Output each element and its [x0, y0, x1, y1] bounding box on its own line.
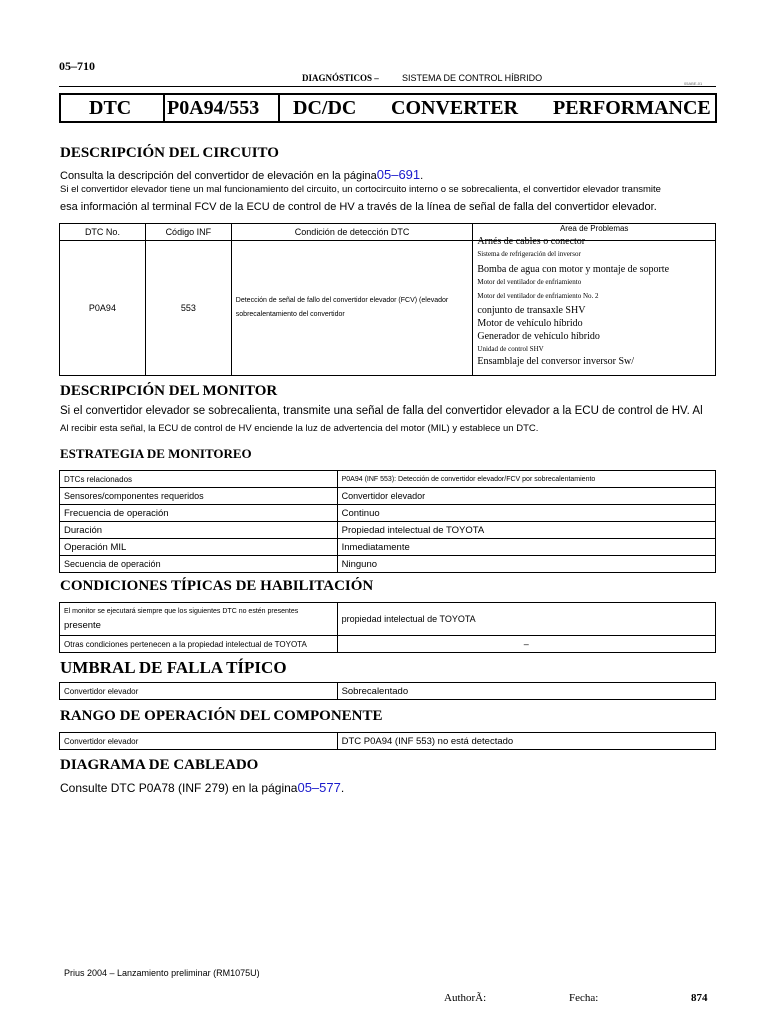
page-number: 05–710 — [59, 59, 95, 73]
table-key: Secuencia de operación — [60, 556, 338, 573]
problem-item: Ensamblaje del conversor inversor Sw/ — [477, 356, 635, 367]
table-key: Otras condiciones pertenecen a la propiedad intelectual de TOYOTA — [60, 636, 338, 653]
document-code: 05ABE-01 — [684, 81, 703, 86]
problem-item: Arnés de cables o conector — [477, 236, 586, 247]
inf-code: 553 — [145, 241, 231, 376]
page-link[interactable]: 05–577 — [297, 780, 341, 795]
table-row — [60, 733, 716, 750]
column-header: DTC No. — [60, 224, 146, 241]
circuit-line-2: Si el convertidor elevador tiene un mal funcionamiento del circuito, un cortocircuito interno o se sobrecalienta, el convertidor elevador transmite — [60, 184, 661, 195]
table-row — [60, 488, 716, 505]
table-key: Operación MIL — [60, 539, 338, 556]
table-row — [60, 241, 716, 376]
wiring-line — [60, 780, 344, 795]
monitor-line-2: Al recibir esta señal, la ECU de control de HV enciende la luz de advertencia del motor (MIL) y establece un DTC. — [60, 423, 539, 434]
footer-author: AuthorÃ: — [444, 992, 487, 1004]
table-value: Convertidor elevador — [337, 488, 715, 505]
circuit-heading: DESCRIPCIÓN DEL CIRCUITO — [60, 145, 279, 161]
dtc-number: P0A94 — [60, 241, 146, 376]
circuit-line-3: esa información al terminal FCV de la ECU de control de HV a través de la línea de señal de falla del convertidor elevador. — [60, 201, 657, 213]
enabling-condition-line: El monitor se ejecutará siempre que los siguientes DTC no estén presentes — [64, 608, 299, 615]
wiring-text: Consulte DTC P0A78 (INF 279) en la página — [60, 781, 298, 795]
table-row — [60, 522, 716, 539]
problem-item: Bomba de agua con motor y montaje de soporte — [477, 264, 670, 275]
dtc-table — [59, 223, 716, 376]
problem-item: conjunto de transaxle SHV — [477, 305, 586, 316]
monitor-line-1: Si el convertidor elevador se sobrecalienta, transmite una señal de falla del convertidor elevador a la ECU de control de HV. Al — [60, 405, 703, 417]
detection-condition — [231, 241, 473, 376]
table-key — [60, 603, 338, 636]
table-value: Continuo — [337, 505, 715, 522]
header-divider — [59, 86, 716, 87]
problem-item: Motor del ventilador de enfriamiento No. 2 — [477, 292, 599, 300]
circuit-text: Consulta la descripción del convertidor de elevación en la página — [60, 170, 377, 182]
table-value: Inmediatamente — [337, 539, 715, 556]
table-key: Duración — [60, 522, 338, 539]
footer-page-number: 874 — [691, 992, 708, 1004]
title-part-performance: PERFORMANCE — [553, 97, 711, 119]
wiring-heading: DIAGRAMA DE CABLEADO — [60, 757, 259, 773]
column-header: Area de Problemas — [473, 224, 716, 241]
operating-heading: RANGO DE OPERACIÓN DEL COMPONENTE — [60, 708, 383, 724]
table-row — [60, 471, 716, 488]
monitor-heading: DESCRIPCIÓN DEL MONITOR — [60, 383, 278, 399]
enabling-condition-line: presente — [64, 620, 101, 631]
problem-item: Sistema de refrigeración del inversor — [477, 250, 581, 258]
page-link[interactable]: 05–691 — [376, 167, 421, 182]
circuit-line-1 — [60, 167, 423, 182]
table-value: Ninguno — [337, 556, 715, 573]
table-key: Frecuencia de operación — [60, 505, 338, 522]
section-label: DIAGNÓSTICOS – — [302, 73, 379, 83]
table-key: Convertidor elevador — [60, 683, 338, 700]
condition-line: Detección de señal de fallo del convertidor elevador (FCV) (elevador — [235, 297, 449, 304]
table-key: Sensores/componentes requeridos — [60, 488, 338, 505]
table-value: DTC P0A94 (INF 553) no está detectado — [337, 733, 715, 750]
title-part-converter: CONVERTER — [391, 97, 519, 119]
strategy-table — [59, 470, 716, 573]
problem-item: Generador de vehículo híbrido — [477, 331, 600, 342]
dtc-title-box — [59, 93, 717, 123]
problem-areas — [473, 236, 716, 376]
title-code: P0A94/553 — [167, 97, 260, 119]
title-dtc: DTC — [89, 97, 132, 119]
problem-item: Unidad de control SHV — [477, 345, 544, 353]
circuit-text-end: . — [420, 170, 424, 182]
table-key: DTCs relacionados — [60, 471, 338, 488]
footer-publication: Prius 2004 – Lanzamiento preliminar (RM1075U) — [64, 968, 260, 978]
table-row — [60, 539, 716, 556]
column-header: Condición de detección DTC — [231, 224, 473, 241]
problem-item: Motor del ventilador de enfriamiento — [477, 278, 582, 286]
wiring-text-end: . — [340, 781, 345, 795]
system-label: SISTEMA DE CONTROL HÍBRIDO — [402, 73, 543, 83]
table-row — [60, 505, 716, 522]
table-row — [60, 603, 716, 636]
table-key: Convertidor elevador — [60, 733, 338, 750]
table-row — [60, 683, 716, 700]
table-row — [60, 556, 716, 573]
problem-item: Motor de vehículo híbrido — [477, 318, 583, 329]
threshold-table — [59, 682, 716, 700]
strategy-heading: ESTRATEGIA DE MONITOREO — [60, 446, 252, 461]
title-divider — [163, 95, 165, 121]
title-divider — [278, 95, 280, 121]
table-value: – — [337, 636, 715, 653]
column-header: Código INF — [145, 224, 231, 241]
title-part-dcdc: DC/DC — [293, 97, 357, 119]
table-row — [60, 636, 716, 653]
condition-line: sobrecalentamiento del convertidor — [235, 311, 345, 318]
table-value: P0A94 (INF 553): Detección de convertidor elevador/FCV por sobrecalentamiento — [337, 471, 715, 488]
enabling-table — [59, 602, 716, 653]
footer-date: Fecha: — [569, 992, 599, 1004]
table-value: Sobrecalentado — [337, 683, 715, 700]
enabling-heading: CONDICIONES TÍPICAS DE HABILITACIÓN — [60, 578, 374, 594]
table-value: Propiedad intelectual de TOYOTA — [337, 522, 715, 539]
operating-table — [59, 732, 716, 750]
table-value: propiedad intelectual de TOYOTA — [337, 603, 715, 636]
threshold-heading: UMBRAL DE FALLA TÍPICO — [60, 658, 287, 677]
